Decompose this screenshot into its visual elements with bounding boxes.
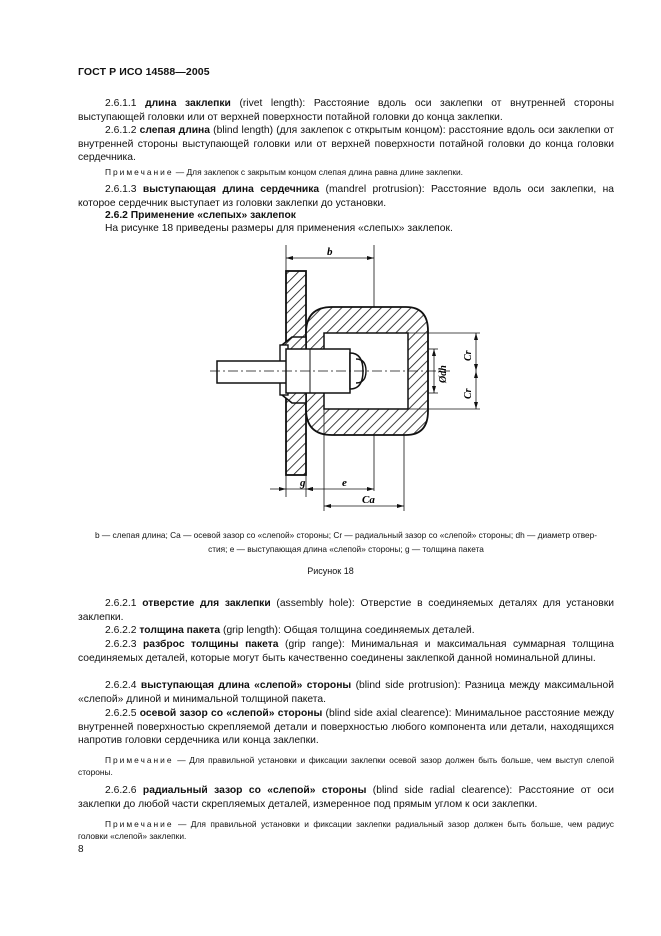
clause-number: 2.6.1.1: [105, 98, 137, 109]
paragraph-2625: 2.6.2.5 осевой зазор со «слепой» стороны (blind side axial clearence): Минимальное расстояние между внутренней поверхностью скрепляемой детали и поверхностью любого компонента или детали, находящихся напротив головки сердечника или конца заклепки.: [78, 708, 614, 746]
note-text: — Для заклепок с закрытым концом слепая длина равна длине заклепки.: [173, 167, 463, 177]
paragraph-2621: 2.6.2.1 отверстие для заклепки (assembly hole): Отверстие в соединяемых деталях для установки заклепки.: [78, 598, 614, 623]
label-cr-lower: Cr: [463, 388, 474, 399]
label-e: e: [342, 477, 347, 489]
note-label: Примечание: [105, 167, 174, 177]
document-header: ГОСТ Р ИСО 14588—2005: [78, 66, 210, 78]
paragraph-2622: 2.6.2.2 толщина пакета (grip length): Общая толщина соединяемых деталей.: [105, 625, 475, 636]
figure-caption: Рисунок 18: [307, 566, 354, 576]
clause-number: 2.6.1.3: [105, 184, 137, 195]
paragraph-2626: 2.6.2.6 радиальный зазор со «слепой» стороны (blind side radial clearence): Расстояние от оси заклепки до любой части скрепляемых деталей, измеренное под прямым углом к оси заклепки.: [78, 785, 614, 810]
paragraph-2624: 2.6.2.4 выступающая длина «слепой» стороны (blind side protrusion): Разница между максимальной «слепой» длиной и минимальной толщиной пакета.: [78, 680, 614, 705]
term: длина заклепки: [145, 98, 231, 109]
definition: (rivet length): Расстояние вдоль оси заклепки от внутренней стороны выступающей головки или от верхней поверхности потайной головки до конца заклепки.: [78, 98, 614, 123]
definition: (mandrel protrusion): Расстояние вдоль оси заклепки, на которое сердечник выступает из головки заклепки до установки.: [78, 184, 614, 209]
figure-legend-line-1: b — слепая длина; Ca — осевой зазор со «слепой» стороны; Cr — радиальный зазор со «слепой» стороны; dh — диаметр отвер-: [95, 530, 597, 540]
note-1: [78, 166, 614, 178]
term: выступающая длина сердечника: [142, 184, 320, 195]
label-cr-upper: Cr: [463, 350, 474, 361]
label-dh: Ødh: [438, 365, 449, 383]
section-262-title: 2.6.2 Применение «слепых» заклепок: [105, 210, 296, 221]
paragraph-2611: [78, 97, 614, 124]
note-3: Примечание — Для правильной установки и фиксации заклепки радиальный зазор должен быть больше, чем радиус головки «слепой» заклепки.: [78, 819, 614, 841]
paragraph-2623: 2.6.2.3 разброс толщины пакета (grip range): Минимальная и максимальная суммарная толщина соединяемых деталей, которые могут быть качественно соединены заклепкой данной номинальной длины.: [78, 639, 614, 664]
mandrel-shaft: [217, 361, 287, 383]
term: слепая длина: [139, 125, 211, 136]
label-b: b: [327, 246, 333, 258]
paragraph-2612: [78, 124, 614, 165]
figure-18-drawing: [200, 241, 500, 516]
definition: (blind length) (для заклепок с открытым концом): расстояние вдоль оси заклепки от внутренней стороны выступающей головки или от верхней поверхности потайной головки до конца головки сердечника.: [78, 125, 614, 163]
clause-number: 2.6.1.2: [105, 125, 137, 136]
label-g: g: [300, 477, 306, 489]
figure-legend-line-2: стия; e — выступающая длина «слепой» стороны; g — толщина пакета: [208, 544, 484, 554]
page-number: 8: [78, 844, 84, 855]
note-2: Примечание — Для правильной установки и фиксации заклепки осевой зазор должен быть больше, чем выступ слепой стороны.: [78, 755, 614, 777]
paragraph-2613: [78, 183, 614, 210]
label-ca: Ca: [362, 494, 375, 506]
figure-intro: На рисунке 18 приведены размеры для применения «слепых» заклепок.: [105, 223, 453, 234]
